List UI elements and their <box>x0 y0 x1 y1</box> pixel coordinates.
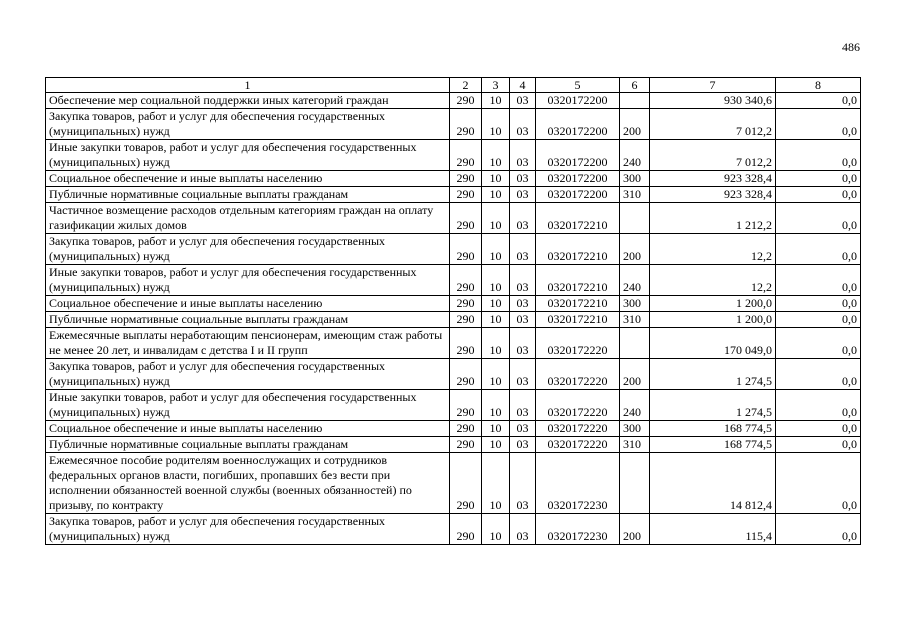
target-article-cell: 0320172200 <box>536 140 620 171</box>
header-col-3: 3 <box>482 78 510 93</box>
change-amount-cell: 0,0 <box>776 359 861 390</box>
subsection-code-cell: 03 <box>510 171 536 187</box>
table-row <box>46 453 861 514</box>
amount-cell: 923 328,4 <box>650 171 776 187</box>
amount-cell: 7 012,2 <box>650 140 776 171</box>
table-row <box>46 421 861 437</box>
header-col-4: 4 <box>510 78 536 93</box>
expense-type-cell <box>620 453 650 514</box>
header-row <box>46 78 861 93</box>
target-article-cell: 0320172210 <box>536 265 620 296</box>
target-article-cell: 0320172230 <box>536 453 620 514</box>
expense-name-cell: Закупка товаров, работ и услуг для обеспечения государственных (муниципальных) нужд <box>46 514 450 545</box>
change-amount-cell: 0,0 <box>776 453 861 514</box>
table-row <box>46 437 861 453</box>
subsection-code-cell: 03 <box>510 312 536 328</box>
section-code-cell: 10 <box>482 514 510 545</box>
amount-cell: 1 200,0 <box>650 312 776 328</box>
change-amount-cell: 0,0 <box>776 390 861 421</box>
change-amount-cell: 0,0 <box>776 234 861 265</box>
table-row <box>46 296 861 312</box>
expense-type-cell: 300 <box>620 421 650 437</box>
amount-cell: 7 012,2 <box>650 109 776 140</box>
section-code-cell: 10 <box>482 328 510 359</box>
subsection-code-cell: 03 <box>510 187 536 203</box>
target-article-cell: 0320172200 <box>536 171 620 187</box>
subsection-code-cell: 03 <box>510 296 536 312</box>
amount-cell: 1 212,2 <box>650 203 776 234</box>
amount-cell: 923 328,4 <box>650 187 776 203</box>
expense-type-cell: 310 <box>620 187 650 203</box>
expense-type-cell: 200 <box>620 514 650 545</box>
amount-cell: 14 812,4 <box>650 453 776 514</box>
header-col-1: 1 <box>46 78 450 93</box>
subsection-code-cell: 03 <box>510 328 536 359</box>
amount-cell: 1 274,5 <box>650 359 776 390</box>
expense-name-cell: Обеспечение мер социальной поддержки иных категорий граждан <box>46 93 450 109</box>
budget-table <box>45 77 861 545</box>
expense-name-cell: Закупка товаров, работ и услуг для обеспечения государственных (муниципальных) нужд <box>46 109 450 140</box>
ministry-code-cell: 290 <box>450 390 482 421</box>
change-amount-cell: 0,0 <box>776 203 861 234</box>
amount-cell: 115,4 <box>650 514 776 545</box>
table-row <box>46 171 861 187</box>
change-amount-cell: 0,0 <box>776 187 861 203</box>
expense-type-cell: 310 <box>620 437 650 453</box>
ministry-code-cell: 290 <box>450 296 482 312</box>
expense-name-cell: Социальное обеспечение и иные выплаты населению <box>46 171 450 187</box>
table-row <box>46 514 861 545</box>
expense-name-cell: Иные закупки товаров, работ и услуг для обеспечения государственных (муниципальных) нужд <box>46 265 450 296</box>
table-body <box>46 93 861 545</box>
expense-name-cell: Закупка товаров, работ и услуг для обеспечения государственных (муниципальных) нужд <box>46 234 450 265</box>
section-code-cell: 10 <box>482 109 510 140</box>
expense-type-cell: 240 <box>620 140 650 171</box>
expense-name-cell: Иные закупки товаров, работ и услуг для обеспечения государственных (муниципальных) нужд <box>46 140 450 171</box>
header-col-5: 5 <box>536 78 620 93</box>
header-col-2: 2 <box>450 78 482 93</box>
header-col-8: 8 <box>776 78 861 93</box>
expense-type-cell <box>620 328 650 359</box>
expense-type-cell <box>620 93 650 109</box>
amount-cell: 170 049,0 <box>650 328 776 359</box>
expense-type-cell: 240 <box>620 390 650 421</box>
subsection-code-cell: 03 <box>510 265 536 296</box>
table-row <box>46 390 861 421</box>
target-article-cell: 0320172200 <box>536 93 620 109</box>
section-code-cell: 10 <box>482 437 510 453</box>
ministry-code-cell: 290 <box>450 171 482 187</box>
table-row <box>46 312 861 328</box>
target-article-cell: 0320172220 <box>536 359 620 390</box>
expense-name-cell: Частичное возмещение расходов отдельным категориям граждан на оплату газификации жилых домов <box>46 203 450 234</box>
section-code-cell: 10 <box>482 359 510 390</box>
amount-cell: 12,2 <box>650 265 776 296</box>
table-row <box>46 234 861 265</box>
expense-type-cell: 200 <box>620 359 650 390</box>
expense-name-cell: Иные закупки товаров, работ и услуг для обеспечения государственных (муниципальных) нужд <box>46 390 450 421</box>
change-amount-cell: 0,0 <box>776 93 861 109</box>
amount-cell: 12,2 <box>650 234 776 265</box>
expense-type-cell: 300 <box>620 296 650 312</box>
subsection-code-cell: 03 <box>510 234 536 265</box>
expense-name-cell: Публичные нормативные социальные выплаты гражданам <box>46 437 450 453</box>
subsection-code-cell: 03 <box>510 109 536 140</box>
subsection-code-cell: 03 <box>510 390 536 421</box>
expense-name-cell: Публичные нормативные социальные выплаты гражданам <box>46 187 450 203</box>
section-code-cell: 10 <box>482 390 510 421</box>
section-code-cell: 10 <box>482 265 510 296</box>
expense-type-cell: 310 <box>620 312 650 328</box>
ministry-code-cell: 290 <box>450 453 482 514</box>
expense-name-cell: Социальное обеспечение и иные выплаты населению <box>46 296 450 312</box>
expense-name-cell: Публичные нормативные социальные выплаты гражданам <box>46 312 450 328</box>
table-row <box>46 265 861 296</box>
header-col-6: 6 <box>620 78 650 93</box>
section-code-cell: 10 <box>482 234 510 265</box>
change-amount-cell: 0,0 <box>776 514 861 545</box>
target-article-cell: 0320172200 <box>536 109 620 140</box>
section-code-cell: 10 <box>482 140 510 171</box>
change-amount-cell: 0,0 <box>776 140 861 171</box>
ministry-code-cell: 290 <box>450 203 482 234</box>
expense-name-cell: Ежемесячные выплаты неработающим пенсионерам, имеющим стаж работы не менее 20 лет, и инвалидам с детства I и II групп <box>46 328 450 359</box>
table-row <box>46 203 861 234</box>
expense-type-cell: 300 <box>620 171 650 187</box>
change-amount-cell: 0,0 <box>776 265 861 296</box>
target-article-cell: 0320172200 <box>536 187 620 203</box>
section-code-cell: 10 <box>482 187 510 203</box>
amount-cell: 1 200,0 <box>650 296 776 312</box>
ministry-code-cell: 290 <box>450 312 482 328</box>
expense-name-cell: Социальное обеспечение и иные выплаты населению <box>46 421 450 437</box>
expense-name-cell: Ежемесячное пособие родителям военнослужащих и сотрудников федеральных органов власти, погибших, пропавших без вести при исполнении обязанностей военной службы (военных обязанностей) по призыву, по контракту <box>46 453 450 514</box>
ministry-code-cell: 290 <box>450 514 482 545</box>
header-col-7: 7 <box>650 78 776 93</box>
target-article-cell: 0320172220 <box>536 328 620 359</box>
change-amount-cell: 0,0 <box>776 171 861 187</box>
change-amount-cell: 0,0 <box>776 437 861 453</box>
target-article-cell: 0320172210 <box>536 296 620 312</box>
subsection-code-cell: 03 <box>510 421 536 437</box>
ministry-code-cell: 290 <box>450 359 482 390</box>
amount-cell: 168 774,5 <box>650 437 776 453</box>
ministry-code-cell: 290 <box>450 93 482 109</box>
target-article-cell: 0320172220 <box>536 437 620 453</box>
table-row <box>46 140 861 171</box>
ministry-code-cell: 290 <box>450 234 482 265</box>
target-article-cell: 0320172210 <box>536 312 620 328</box>
section-code-cell: 10 <box>482 93 510 109</box>
amount-cell: 1 274,5 <box>650 390 776 421</box>
table-row <box>46 359 861 390</box>
target-article-cell: 0320172220 <box>536 390 620 421</box>
expense-type-cell <box>620 203 650 234</box>
section-code-cell: 10 <box>482 421 510 437</box>
change-amount-cell: 0,0 <box>776 421 861 437</box>
ministry-code-cell: 290 <box>450 421 482 437</box>
ministry-code-cell: 290 <box>450 109 482 140</box>
target-article-cell: 0320172210 <box>536 234 620 265</box>
table-row <box>46 328 861 359</box>
change-amount-cell: 0,0 <box>776 312 861 328</box>
subsection-code-cell: 03 <box>510 359 536 390</box>
section-code-cell: 10 <box>482 171 510 187</box>
section-code-cell: 10 <box>482 296 510 312</box>
subsection-code-cell: 03 <box>510 140 536 171</box>
expense-type-cell: 200 <box>620 109 650 140</box>
expense-name-cell: Закупка товаров, работ и услуг для обеспечения государственных (муниципальных) нужд <box>46 359 450 390</box>
target-article-cell: 0320172220 <box>536 421 620 437</box>
ministry-code-cell: 290 <box>450 328 482 359</box>
target-article-cell: 0320172210 <box>536 203 620 234</box>
page-number: 486 <box>842 40 860 54</box>
section-code-cell: 10 <box>482 203 510 234</box>
subsection-code-cell: 03 <box>510 453 536 514</box>
table-row <box>46 187 861 203</box>
amount-cell: 930 340,6 <box>650 93 776 109</box>
section-code-cell: 10 <box>482 312 510 328</box>
subsection-code-cell: 03 <box>510 93 536 109</box>
table-row <box>46 93 861 109</box>
ministry-code-cell: 290 <box>450 187 482 203</box>
change-amount-cell: 0,0 <box>776 296 861 312</box>
section-code-cell: 10 <box>482 453 510 514</box>
expense-type-cell: 200 <box>620 234 650 265</box>
subsection-code-cell: 03 <box>510 437 536 453</box>
change-amount-cell: 0,0 <box>776 109 861 140</box>
target-article-cell: 0320172230 <box>536 514 620 545</box>
ministry-code-cell: 290 <box>450 265 482 296</box>
ministry-code-cell: 290 <box>450 140 482 171</box>
ministry-code-cell: 290 <box>450 437 482 453</box>
change-amount-cell: 0,0 <box>776 328 861 359</box>
expense-type-cell: 240 <box>620 265 650 296</box>
table-row <box>46 109 861 140</box>
subsection-code-cell: 03 <box>510 203 536 234</box>
amount-cell: 168 774,5 <box>650 421 776 437</box>
subsection-code-cell: 03 <box>510 514 536 545</box>
